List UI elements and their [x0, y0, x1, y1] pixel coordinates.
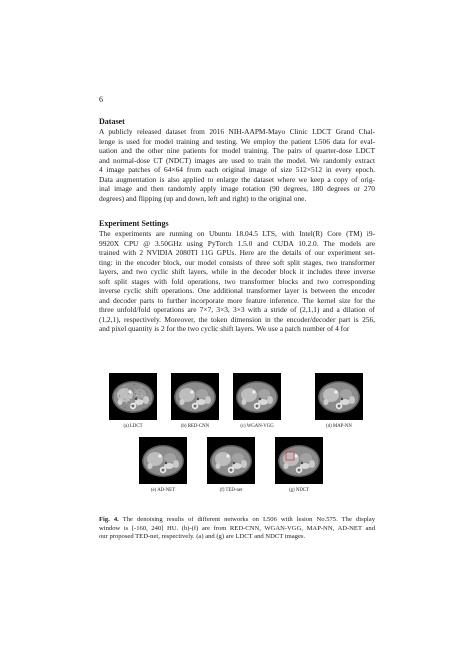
experiment-paragraph: [99, 229, 375, 334]
caption-text: window is [-160, 240] HU. (b)-(f) are from RED-CNN, WGAN-VGG, MAP-NN, AD-NET and: [99, 524, 375, 532]
text-line: 9920X CPU @ 3.50GHz using PyTorch 1.5.0 and CUDA 10.2.0. The models are: [99, 238, 375, 248]
caption-text: our proposed TED-net, respectively. (a) and (g) are LDCT and NDCT images.: [99, 533, 306, 541]
text-line: inverse cyclic shift operations. One additional transformer layer is between the encoder: [99, 286, 375, 295]
caption-label: Fig. 4.: [99, 516, 119, 523]
text-line: inal image and then randomly apply image rotation (90 degrees, 180 degrees or 270: [99, 184, 375, 193]
text-line: and decoder parts to further incorporate more feature inference. The kernel size for the: [99, 295, 375, 305]
text-line: and pixel quantity is 2 for the two cyclic shift layers. We use a patch number of 4 for: [99, 324, 350, 333]
subcaption-d: (d) MAP-NN: [326, 424, 352, 429]
caption-text: The denoising results of different networks on L506 with lesion No.575. The display: [118, 516, 375, 523]
subcaption-f: (f) TED-net: [219, 488, 243, 493]
ct-image-map-nn: [315, 373, 363, 420]
text-line: trained with 2 NVIDIA 2080TI 11G GPUs. Here are the details of our experiment set-: [99, 248, 375, 257]
text-line: A publicly released dataset from 2016 NIH-AAPM-Mayo Clinic LDCT Grand Chal-: [99, 127, 375, 136]
subcaption-g: (g) NDCT: [289, 488, 309, 493]
ct-image-wgan-vgg: [233, 373, 281, 420]
text-line: ting: in the encoder block, our model consists of three soft split stages, two transformer: [99, 257, 375, 267]
ct-image-ldct: [109, 373, 157, 420]
ct-image-red-cnn: [171, 373, 219, 420]
text-line: 4 image patches of 64×64 from each original image of size 512×512 in every epoch.: [99, 165, 375, 174]
page-number: 6: [99, 95, 103, 104]
text-line: lenge is used for model training and testing. We employ the patient L506 data for eval-: [99, 136, 375, 146]
ct-image-ted-net: [207, 437, 255, 484]
text-line: The experiments are running on Ubuntu 18.04.5 LTS, with Intel(R) Core (TM) i9-: [99, 229, 375, 238]
text-line: uation and the other nine patients for model training. The pairs of quarter-dose LDCT: [99, 146, 375, 155]
ct-image-ad-net: [139, 437, 187, 484]
dataset-paragraph: [99, 127, 375, 203]
text-line: soft split stages with fold operations, two transformer blocks and two corresponding: [99, 276, 375, 286]
subcaption-c: (c) WGAN-VGG: [240, 424, 274, 429]
ct-image-ndct: [275, 437, 323, 484]
text-line: degrees) and flipping (up and down, left and right) to the original one.: [99, 193, 307, 203]
text-line: and normal-dose CT (NDCT) images are used to train the model. We randomly extract: [99, 155, 375, 165]
figure-caption: [99, 516, 375, 542]
text-line: three unfold/fold operations are 7×7, 3×3, 3×3 with a stride of (2,1,1) and a dilation of: [99, 305, 375, 314]
dataset-heading: Dataset: [99, 117, 125, 126]
text-line: Data augmentation is also applied to enlarge the dataset where we keep a copy of orig-: [99, 174, 375, 184]
subcaption-b: (b) RED-CNN: [180, 424, 210, 429]
subcaption-e: (e) AD-NET: [150, 488, 176, 493]
text-line: layers, and two cyclic shift layers, while in the decoder block it includes three inverse: [99, 267, 375, 276]
subcaption-a: (a) LDCT: [123, 424, 143, 429]
experiment-heading: Experiment Settings: [99, 219, 169, 228]
text-line: (1,2,1), respectively. Moreover, the token dimension in the encoder/decoder part is 256,: [99, 314, 375, 324]
